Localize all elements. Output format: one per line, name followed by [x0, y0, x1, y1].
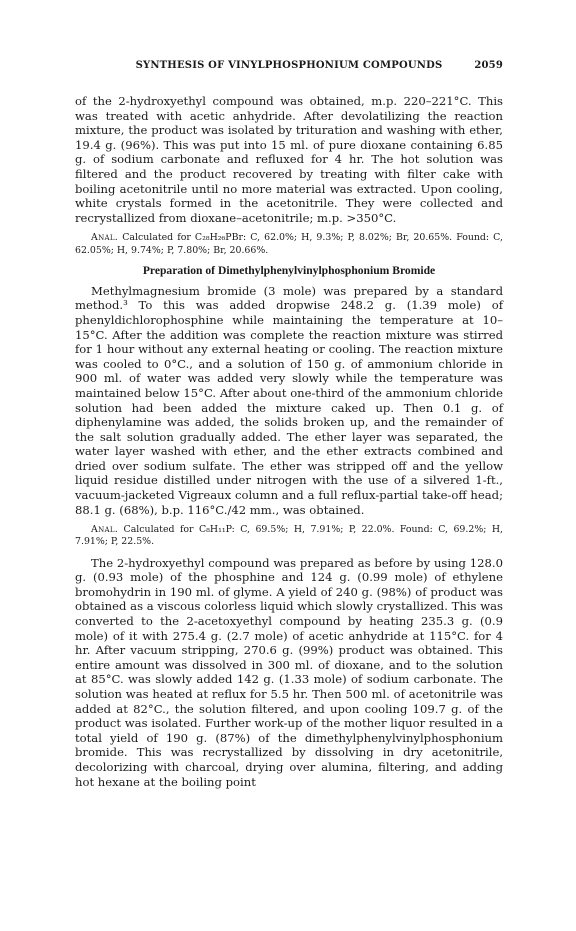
analysis-note-1	[75, 232, 503, 256]
analysis-text: Calculated for C₂₈H₂₆PBr: C, 62.0%; H, 9.3%; P, 8.02%; Br, 20.65%. Found: C, 62.05%; H, 9.74%; P, 7.80%; Br, 20.66%.	[75, 232, 503, 256]
paragraph-hydroxyethyl: The 2-hydroxyethyl compound was prepared as before by using 128.0 g. (0.93 mole) of the phosphine and 124 g. (0.99 mole) of ethylene bromohydrin in 190 ml. of glyme. A yield of 240 g. (98%) of product was obtained as a viscous colorless liquid which slowly crystallized. This was converted to the 2-acetoxyethyl compound by heating 235.3 g. (0.9 mole) of it with 275.4 g. (2.7 mole) of acetic anhydride at 115°C. for 4 hr. After vacuum stripping, 270.6 g. (99%) product was obtained. This entire amount was dissolved in 300 ml. of dioxane, and to the solution at 85°C. was slowly added 142 g. (1.33 mole) of sodium carbonate. The solution was heated at reflux for 5.5 hr. Then 500 ml. of acetonitrile was added at 82°C., the solution filtered, and upon cooling 109.7 g. of the product was isolated. Further work-up of the mother liquor resulted in a total yield of 190 g. (87%) of the dimethylphenylvinylphosphonium bromide. This was recrystallized by dissolving in dry acetonitrile, decolorizing with charcoal, drying over alumina, filtering, and adding hot hexane at the boiling point	[75, 555, 503, 789]
paragraph-grignard: Methylmagnesium bromide (3 mole) was prepared by a standard method.³ To this was added dropwise 248.2 g. (1.39 mole) of phenyldichlorophosphine while maintaining the temperature at 10–15°C. After the addition was complete the reaction mixture was stirred for 1 hour without any external heating or cooling. The reaction mixture was cooled to 0°C., and a solution of 150 g. of ammonium chloride in 900 ml. of water was added very slowly while the temperature was maintained below 15°C. After about one-third of the ammonium chloride solution had been added the mixture caked up. Then 0.1 g. of diphenylamine was added, the solids broken up, and the remainder of the salt solution gradually added. The ether layer was separated, the water layer washed with ether, and the ether extracts combined and dried over sodium sulfate. The ether was stripped off and the yellow liquid residue distilled under nitrogen with the use of a silvered 1-ft., vacuum-jacketed Vigreaux column and a full reflux-partial take-off head; 88.1 g. (68%), b.p. 116°C./42 mm., was obtained.	[75, 283, 503, 517]
analysis-label: Anal.	[91, 232, 119, 244]
paragraph-continuation: of the 2-hydroxyethyl compound was obtained, m.p. 220–221°C. This was treated with acetic anhydride. After devolatilizing the reaction mixture, the product was isolated by trituration and washing with ether, 19.4 g. (96%). This was put into 15 ml. of pure dioxane containing 6.85 g. of sodium carbonate and refluxed for 4 hr. The hot solution was filtered and the product recovered by treating with filter cake with boiling acetonitrile until no more material was extracted. Upon cooling, white crystals formed in the acetonitrile. They were collected and recrystallized from dioxane–acetonitrile; m.p. >350°C.	[75, 94, 503, 225]
running-title: SYNTHESIS OF VINYLPHOSPHONIUM COMPOUNDS	[135, 60, 443, 71]
section-title: Preparation of Dimethylphenylvinylphosphonium Bromide	[142, 263, 436, 277]
page-number: 2059	[474, 60, 503, 71]
analysis-label: Anal.	[91, 524, 119, 536]
journal-page	[75, 60, 503, 789]
analysis-text: Calculated for C₈H₁₁P: C, 69.5%; H, 7.91%; P, 22.0%. Found: C, 69.2%; H, 7.91%; P, 22.5%.	[75, 524, 503, 548]
page-header	[75, 60, 503, 78]
analysis-note-2	[75, 524, 503, 548]
